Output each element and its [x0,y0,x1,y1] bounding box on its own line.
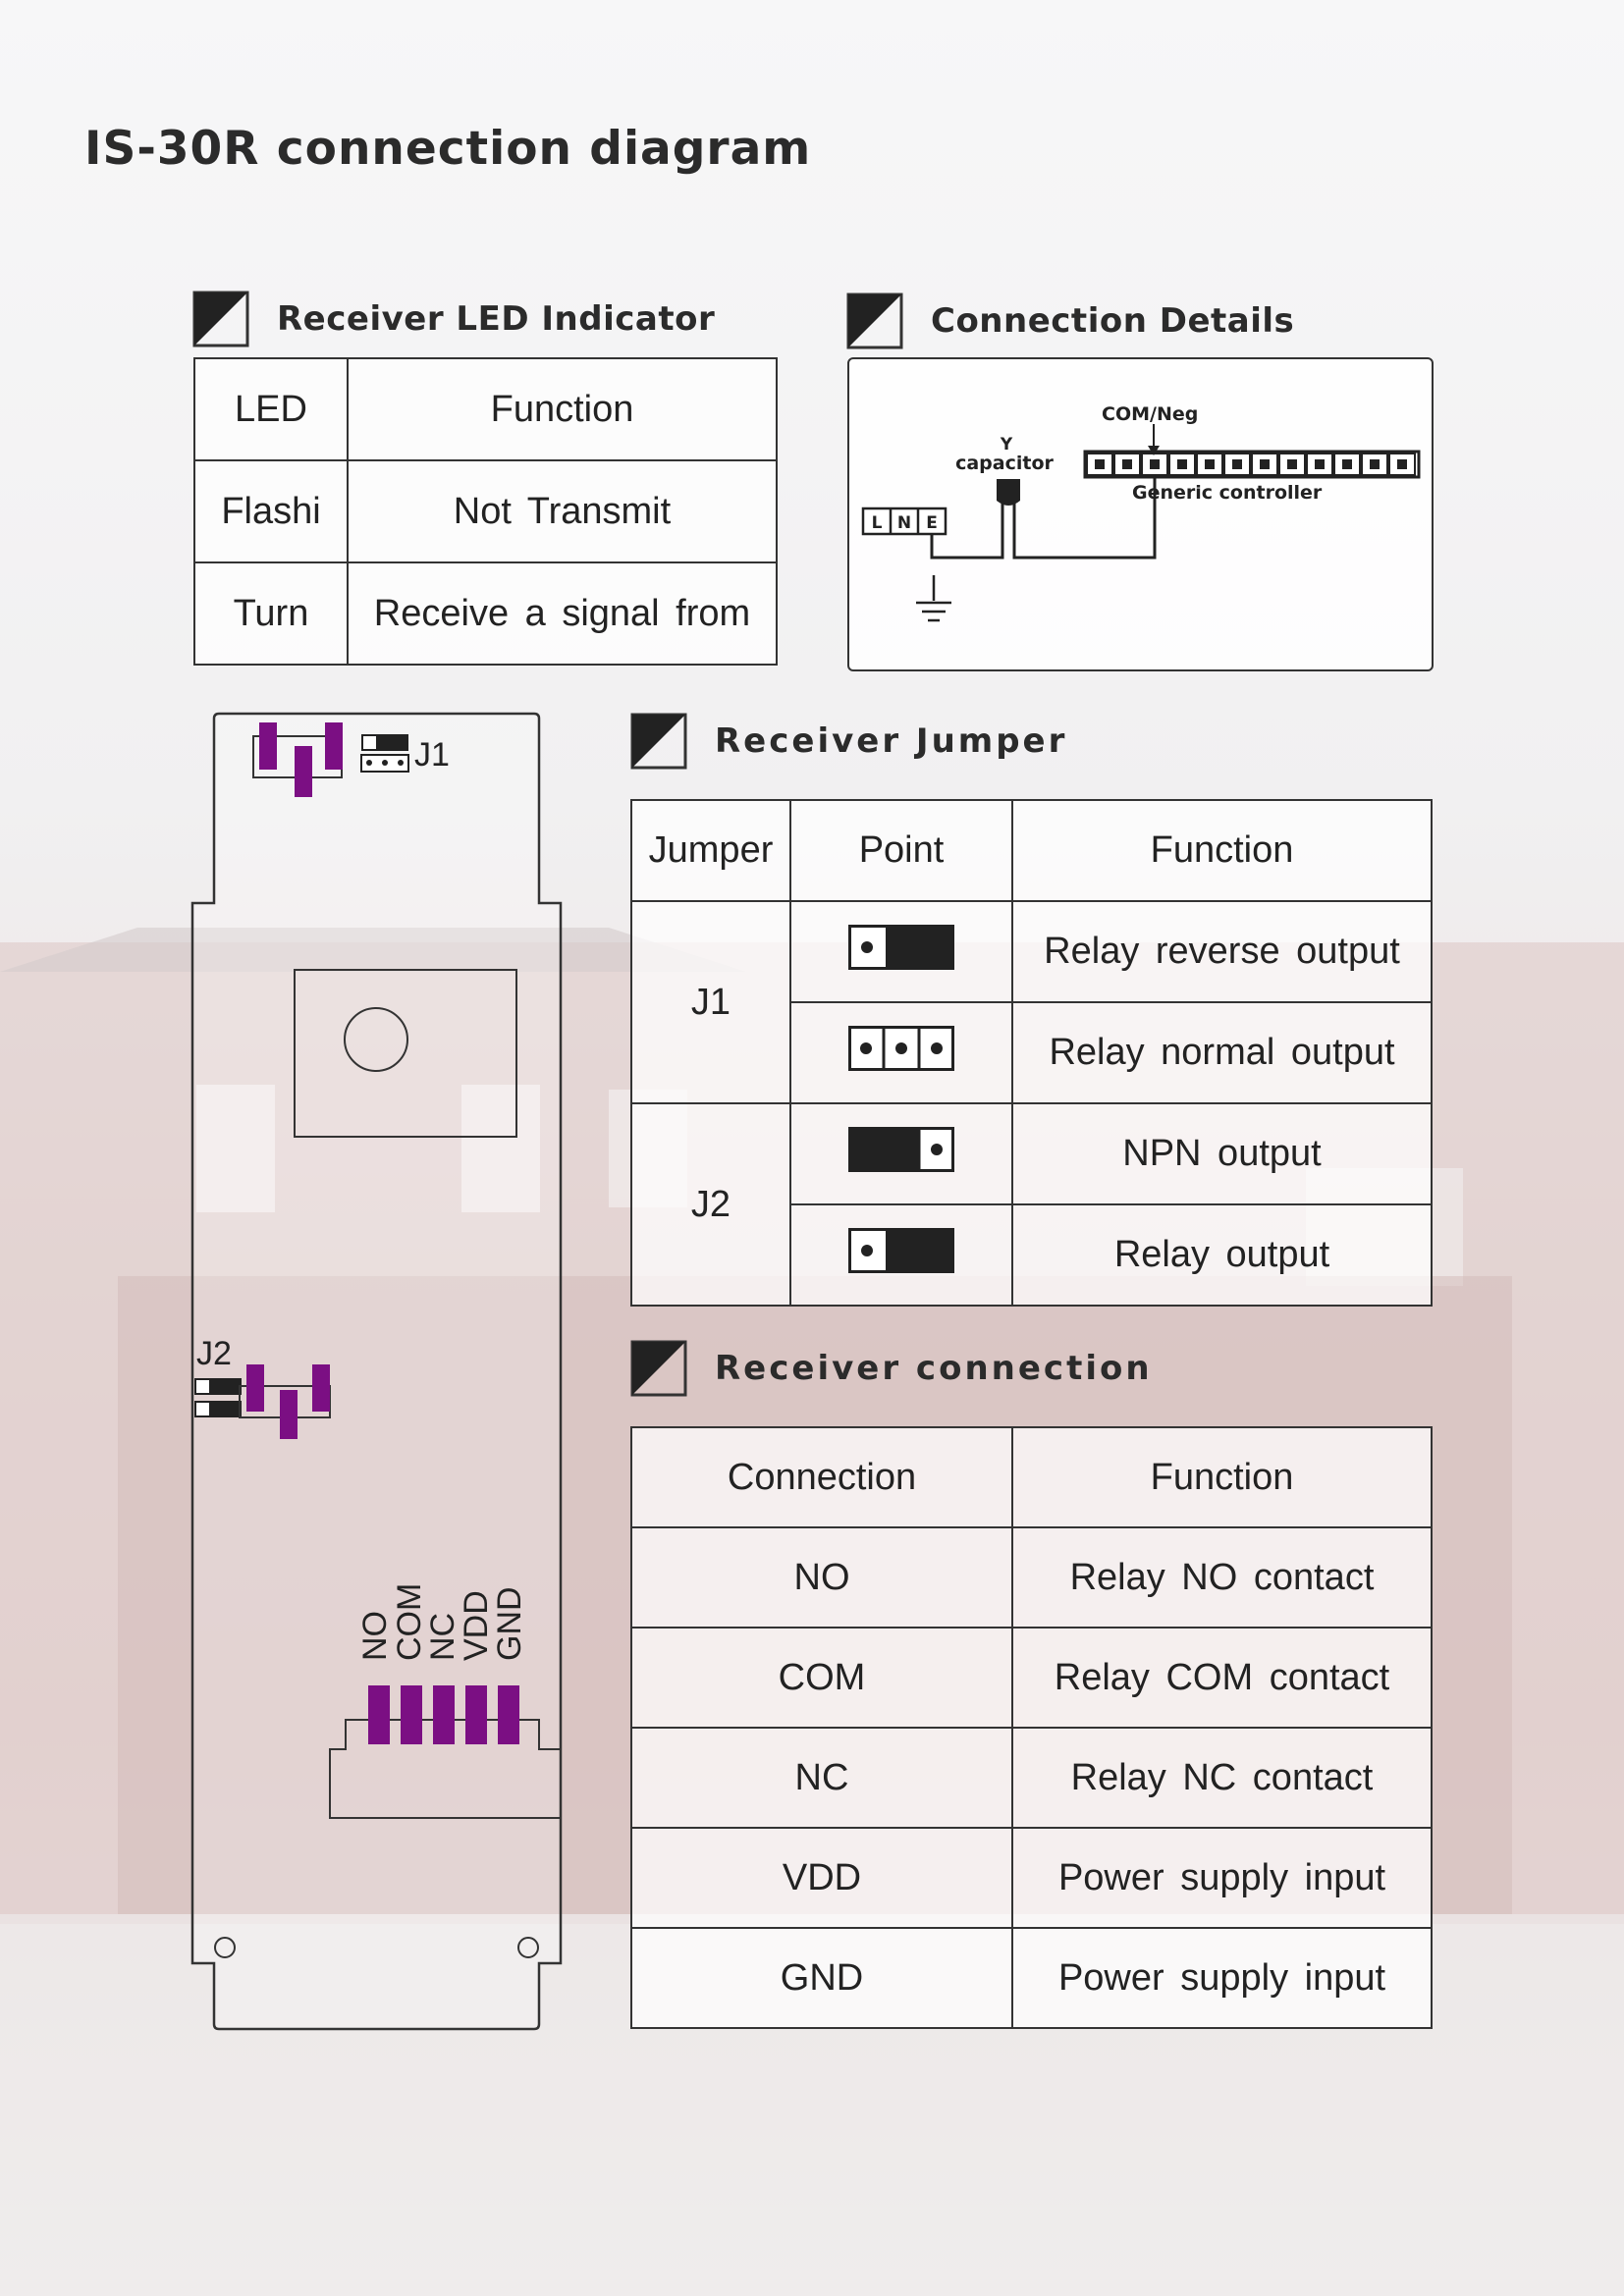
jumper-point-cell [790,1103,1012,1204]
jumper-point-cell [790,1002,1012,1103]
jumper-function-cell: Relay reverse output [1012,901,1432,1002]
table-row [194,460,777,562]
terminal-vdd-label: VDD [458,1590,495,1661]
connection-name-cell: NC [631,1728,1012,1828]
column-header: Point [790,800,1012,901]
terminal-gnd-label: GND [491,1586,528,1661]
ground-icon [916,575,951,620]
jumper-point-cell [790,901,1012,1002]
column-header: Jumper [631,800,790,901]
table-header-row [631,1427,1432,1527]
led-state-cell: Turn [194,562,348,665]
connection-section-heading: Receiver connection [715,1349,1153,1388]
connection-details-heading: Connection Details [931,301,1295,341]
connection-details-header [846,293,1294,349]
controller-terminal-strip [1085,452,1419,477]
page-title: IS-30R connection diagram [84,122,812,176]
jumper-function-cell: Relay output [1012,1204,1432,1306]
jumper-table [630,799,1433,1307]
connection-name-cell: NO [631,1527,1012,1628]
led-section-header [192,291,715,347]
column-header: Function [348,358,777,460]
terminal-n-label: N [896,513,912,533]
jumper-open-three-pin-icon [848,1026,954,1071]
com-neg-label: COM/Neg [1102,403,1199,425]
jumper-bridge-right-icon [848,1228,954,1273]
connection-function-cell: Power supply input [1012,1928,1432,2028]
table-row [631,1103,1432,1204]
column-header: Function [1012,800,1432,901]
terminal-screw [1287,459,1297,469]
connection-name-cell: COM [631,1628,1012,1728]
column-header: Connection [631,1427,1012,1527]
controller-label: Generic controller [1132,482,1323,504]
connection-details-diagram [847,357,1434,671]
led-section-heading: Receiver LED Indicator [277,299,716,339]
table-row [631,1828,1432,1928]
j2-label: J2 [196,1335,232,1372]
terminal-screw [1150,459,1160,469]
terminal-nc-label: NC [424,1612,461,1661]
column-header: Function [1012,1427,1432,1527]
capacitor-icon [997,479,1020,506]
connection-section-header [630,1340,1153,1397]
led-state-cell: Flashi [194,460,348,562]
terminal-com-label: COM [391,1582,428,1661]
terminal-screw [1260,459,1270,469]
mains-terminal-block [863,508,946,534]
section-marker-icon [630,1340,687,1397]
terminal-e-label: E [926,513,938,533]
table-row [631,901,1432,1002]
table-row [631,1728,1432,1828]
jumper-bridge-right-icon [848,925,954,970]
table-row [631,1928,1432,2028]
terminal-screw [1315,459,1325,469]
j1-label: J1 [414,736,450,774]
terminal-l-label: L [871,513,883,533]
table-header-row [194,358,777,460]
jumper-function-cell: NPN output [1012,1103,1432,1204]
terminal-screw [1370,459,1380,469]
capacitor-y-label: Y [1000,435,1013,454]
receiver-board-diagram [187,709,579,2034]
jumper-point-cell [790,1204,1012,1306]
led-indicator-table [193,357,778,666]
table-row [194,562,777,665]
led-function-cell: Receive a signal from [348,562,777,665]
terminal-screw [1177,459,1187,469]
terminal-screw [1095,459,1105,469]
table-header-row [631,800,1432,901]
jumper-section-header [630,713,1067,770]
column-header: LED [194,358,348,460]
led-function-cell: Not Transmit [348,460,777,562]
terminal-screw [1397,459,1407,469]
terminal-screw [1205,459,1215,469]
terminal-screw [1342,459,1352,469]
table-row [631,1628,1432,1728]
jumper-bridge-left-icon [848,1127,954,1172]
terminal-screw [1122,459,1132,469]
connection-function-cell: Power supply input [1012,1828,1432,1928]
connection-function-cell: Relay NO contact [1012,1527,1432,1628]
capacitor-label: capacitor [955,453,1054,474]
jumper-function-cell: Relay normal output [1012,1002,1432,1103]
jumper-section-heading: Receiver Jumper [715,721,1068,761]
terminal-no-label: NO [356,1611,394,1661]
jumper-name-cell: J2 [631,1103,790,1306]
receiver-connection-table [630,1426,1433,2029]
section-marker-icon [192,291,249,347]
jumper-name-cell: J1 [631,901,790,1103]
table-row [631,1527,1432,1628]
connection-name-cell: GND [631,1928,1012,2028]
section-marker-icon [846,293,903,349]
section-marker-icon [630,713,687,770]
terminal-screw [1232,459,1242,469]
connection-function-cell: Relay COM contact [1012,1628,1432,1728]
connection-name-cell: VDD [631,1828,1012,1928]
connection-function-cell: Relay NC contact [1012,1728,1432,1828]
